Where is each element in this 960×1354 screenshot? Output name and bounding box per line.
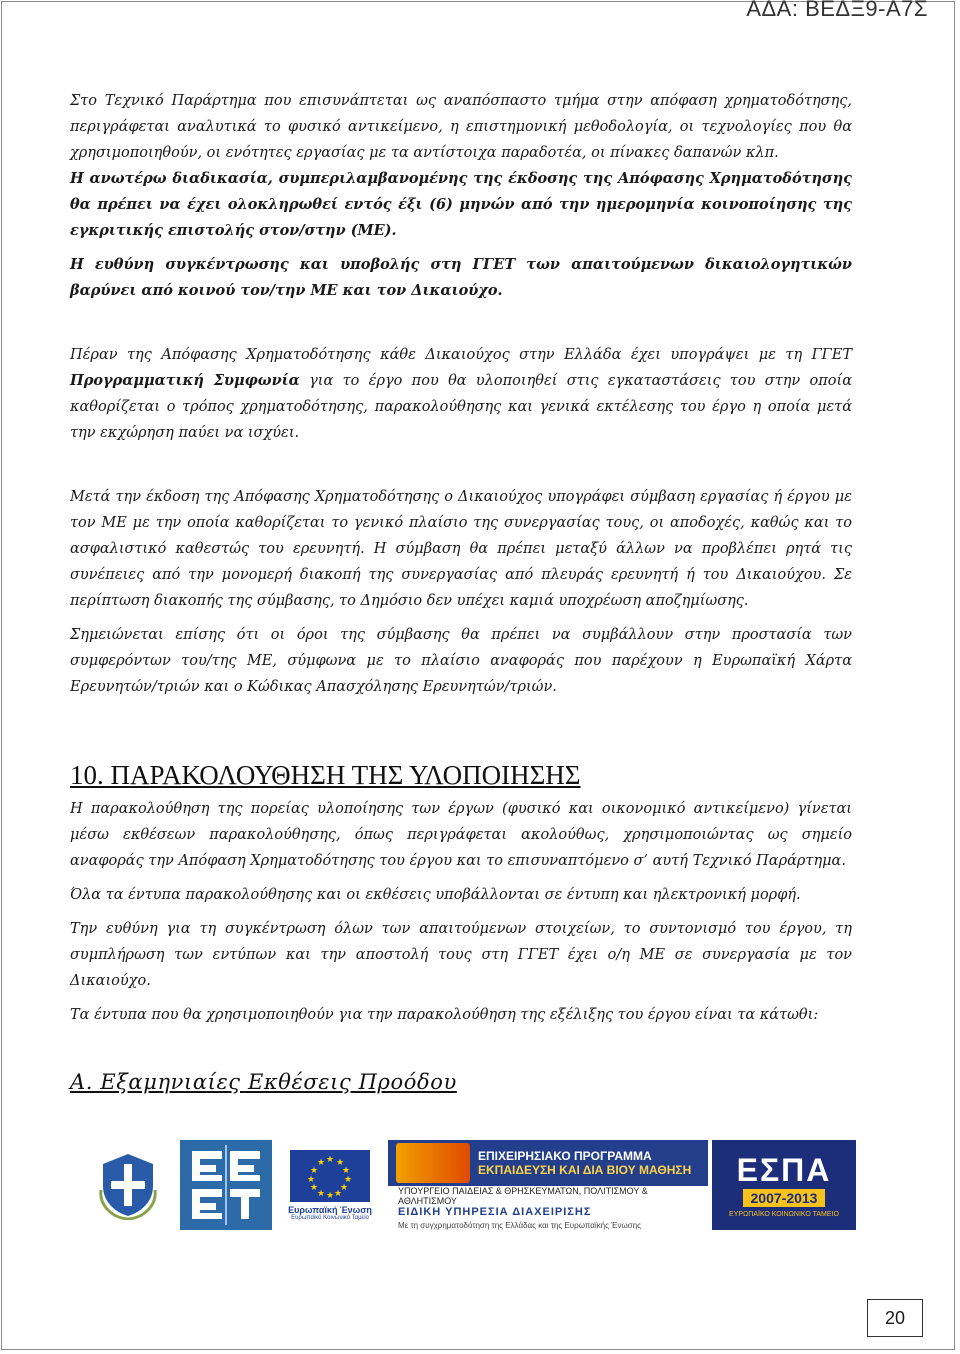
funding-logos-band <box>80 1140 856 1230</box>
operational-programme-logo <box>388 1140 708 1230</box>
gset-mark-icon <box>186 1145 266 1225</box>
espa-fund-name: ΕΥΡΩΠΑΪΚΟ ΚΟΙΝΩΝΙΚΟ ΤΑΜΕΙΟ <box>729 1210 839 1218</box>
paragraph-forms-format: Όλα τα έντυπα παρακολούθησης και οι εκθέσεις υποβάλλονται σε έντυπη και ηλεκτρονική μορφή. <box>70 887 801 903</box>
espa-logo <box>712 1140 856 1230</box>
agreement-bold-term: Προγραμματική Συμφωνία <box>70 372 300 389</box>
paragraph-deadline: Η ανωτέρω διαδικασία, συμπεριλαμβανομένης της έκδοσης της Απόφασης Χρηματοδότησης θα πρέπει να έχει ολοκληρωθεί εντός έξι (6) μηνών από την ημερομηνία κοινοποίησης της εγκριτικής επιστολής στον/στην (ΜΕ). <box>70 170 852 239</box>
subsection-a-heading: Α. Εξαμηνιαίες Εκθέσεις Προόδου <box>70 1070 457 1094</box>
ada-code: ΑΔΑ: ΒΕΔΞ9-Α7Σ <box>746 0 928 21</box>
espa-wordmark: ΕΣΠΑ <box>736 1151 832 1188</box>
eu-flag-icon: ★ ★ ★ ★ ★ ★ ★ ★ ★ ★ ★ ★ <box>290 1150 370 1202</box>
paragraph-coordination: Την ευθύνη για τη συγκέντρωση όλων των απαιτούμενων στοιχείων, το συντονισμό του έργου, τη συμπλήρωση των εντύπων και την αποστολή τους στη ΓΓΕΤ έχει ο/η ΜΕ σε συνεργασία με τον Δικαιούχο. <box>70 921 852 989</box>
lifelong-learning-icon <box>396 1143 470 1183</box>
ministry-name: ΥΠΟΥΡΓΕΙΟ ΠΑΙΔΕΙΑΣ & ΘΡΗΣΚΕΥΜΑΤΩΝ, ΠΟΛΙΤΙΣΜΟΥ & ΑΘΛΗΤΙΣΜΟΥ <box>398 1186 648 1206</box>
paragraph-responsibility: Η ευθύνη συγκέντρωσης και υποβολής στη ΓΓΕΤ των απαιτούμενων δικαιολογητικών βαρύνει από κοινού τον/την ΜΕ και τον Δικαιούχο. <box>70 256 852 299</box>
agreement-text-after: για το έργο που θα υλοποιηθεί στις εγκαταστάσεις του στην οποία καθορίζεται ο τρόπος χρηματοδότησης, παρακολούθησης και γενικά εκτέλεσης του έργο η οποία μετά την εκχώρηση παύει να ισχύει. <box>70 373 852 441</box>
paragraph-forms-list: Τα έντυπα που θα χρησιμοποιηθούν για την παρακολούθηση της εξέλιξης του έργου είναι τα κάτωθι: <box>70 1007 819 1023</box>
espa-period: 2007-2013 <box>743 1189 826 1207</box>
eu-logo <box>276 1140 384 1230</box>
paragraph-contract-terms: Σημειώνεται επίσης ότι οι όροι της σύμβασης θα πρέπει να συμβάλλουν στην προστασία των συμφερόντων του/της ΜΕ, σύμφωνα με το πλαίσιο αναφοράς που παρέχουν η Ευρωπαϊκή Χάρτα Ερευνητών/τριών και ο Κώδικας Απασχόλησης Ερευνητών/τριών. <box>70 627 852 695</box>
paragraph-technical-annex: Στο Τεχνικό Παράρτημα που επισυνάπτεται ως αναπόσπαστο τμήμα στην απόφαση χρηματοδότησης, περιγράφεται αναλυτικά το φυσικό αντικείμενο, η επιστημονική μεθοδολογία, οι τεχνολογίες που θα χρησιμοποιηθούν, οι ενότητες εργασίας με τα αντίστοιχα παραδοτέα, οι πίνακες δαπανών κλπ. <box>70 93 852 161</box>
gset-logo <box>180 1140 272 1230</box>
paragraph-programmatic-agreement <box>70 342 852 446</box>
agreement-text-before: Πέραν της Απόφασης Χρηματοδότησης κάθε Δικαιούχος στην Ελλάδα έχει υπογράψει με τη ΓΓΕΤ <box>70 347 852 363</box>
paragraph-employment-contract: Μετά την έκδοση της Απόφασης Χρηματοδότησης ο Δικαιούχος υπογράφει σύμβαση εργασίας ή έργου με τον ΜΕ με την οποία καθορίζεται το γενικό πλαίσιο της συνεργασίας τους, οι αποδοχές, καθώς και το ασφαλιστικό καθεστώς του ερευνητή. Η σύμβαση θα πρέπει μεταξύ άλλων να προβλέπει ρητά τις συνέπειες από την μονομερή διακοπή της συνεργασίας από πλευράς ερευνητή ή του Δικαιούχου. Σε περίπτωση διακοπής της σύμβασης, το Δημόσιο δεν υπέχει καμιά υποχρέωση αποζημίωσης. <box>70 489 852 609</box>
page-number: 20 <box>867 1299 923 1337</box>
eu-caption: Ευρωπαϊκή Ένωση <box>288 1204 372 1215</box>
managing-authority: ΕΙΔΙΚΗ ΥΠΗΡΕΣΙΑ ΔΙΑΧΕΙΡΙΣΗΣ <box>398 1206 592 1218</box>
paragraph-monitoring: Η παρακολούθηση της πορείας υλοποίησης των έργων (φυσικό και οικονομικό αντικείμενο) γίνεται μέσω εκθέσεων παρακολούθησης, όπως περιγράφεται ακολούθως, χρησιμοποιώντας ως σημείο αναφοράς την Απόφαση Χρηματοδότησης του έργου και το επισυναπτόμενο σ’ αυτή Τεχνικό Παράρτημα. <box>70 801 852 869</box>
cofunding-note: Με τη συγχρηματοδότηση της Ελλάδας και της Ευρωπαϊκής Ένωσης <box>398 1221 641 1230</box>
eu-subcaption: Ευρωπαϊκό Κοινωνικό Ταμείο <box>291 1214 369 1221</box>
greek-emblem-icon <box>97 1150 159 1220</box>
greek-coat-of-arms-logo <box>80 1140 176 1230</box>
document-body <box>70 88 852 1096</box>
op-title: ΕΠΙΧΕΙΡΗΣΙΑΚΟ ΠΡΟΓΡΑΜΜΑ <box>478 1149 652 1163</box>
op-subtitle: ΕΚΠΑΙΔΕΥΣΗ ΚΑΙ ΔΙΑ ΒΙΟΥ ΜΑΘΗΣΗ <box>478 1163 692 1177</box>
section-10-heading: 10. ΠΑΡΑΚΟΛΟΥΘΗΣΗ ΤΗΣ ΥΛΟΠΟΙΗΣΗΣ <box>70 760 581 790</box>
